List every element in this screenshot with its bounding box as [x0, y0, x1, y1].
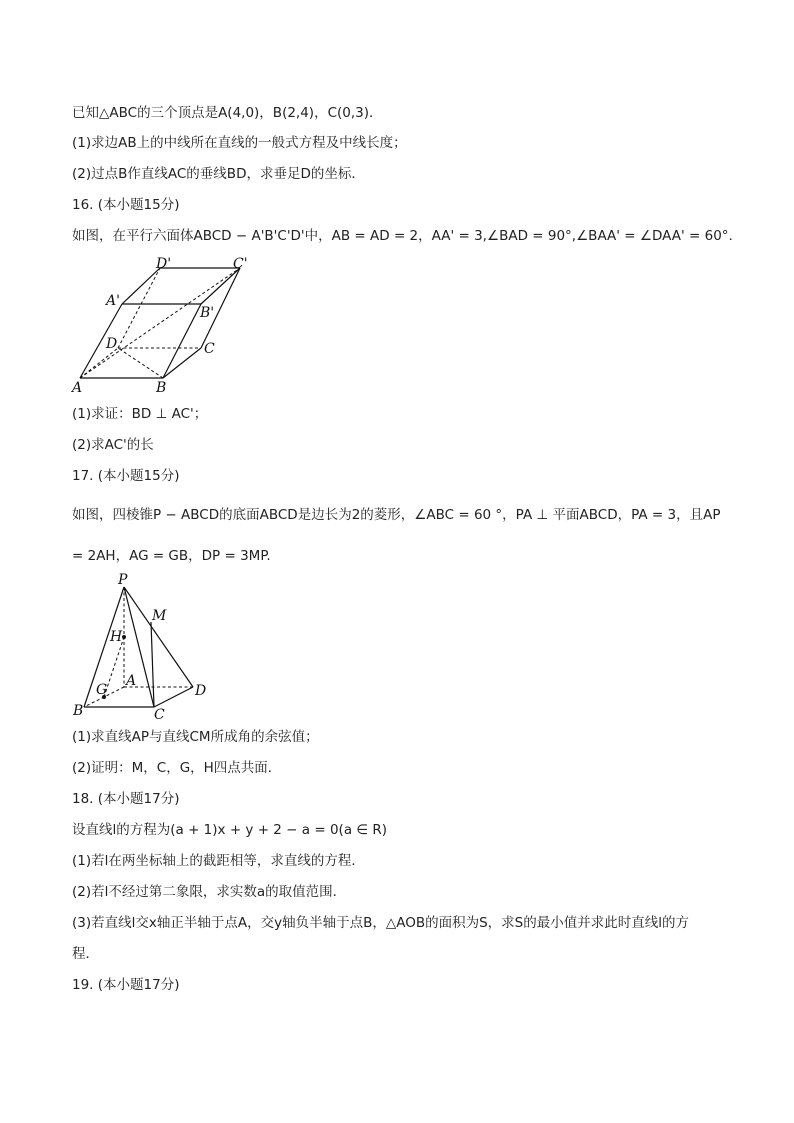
pyramid-figure [70, 572, 220, 722]
edge-CD [154, 687, 193, 707]
problem15-part2: (2)过点B作直线AC的垂线BD，求垂足D的坐标． [72, 166, 365, 182]
problem19-header: 19. (本小题17分) [72, 977, 180, 993]
problem18-part3-cont: 程． [72, 946, 99, 962]
label-D1: D' [156, 256, 172, 272]
label-G: G [96, 682, 108, 698]
label-P: P [118, 572, 128, 588]
label-A: A [72, 380, 83, 396]
problem18-statement: 设直线l的方程为(a + 1)x + y + 2 − a = 0(a ∈ R) [72, 822, 388, 838]
problem17-header: 17. (本小题15分) [72, 468, 180, 484]
label-H: H [110, 629, 123, 645]
label-A: A [126, 673, 137, 689]
segment-CM [151, 622, 154, 707]
edge-PC [124, 587, 154, 707]
problem17-statement-cont: = 2AH，AG = GB，DP = 3MP. [72, 548, 271, 564]
label-B1: B' [200, 305, 215, 321]
problem16-part1: (1)求证：BD ⊥ AC'； [72, 406, 208, 422]
problem15-part1: (1)求边AB上的中线所在直线的一般式方程及中线长度； [72, 135, 407, 151]
problem16-header: 16. (本小题15分) [72, 197, 180, 213]
problem17-part1: (1)求直线AP与直线CM所成角的余弦值； [72, 729, 319, 745]
edge-PD [124, 587, 193, 687]
problem18-part2: (2)若l不经过第二象限，求实数a的取值范围． [72, 884, 347, 900]
problem16-statement: 如图，在平行六面体ABCD − A'B'C'D'中，AB = AD = 2，AA' = 3,∠BAD = 90°,∠BAA' = ∠DAA' = 60°. [72, 228, 733, 244]
label-A1: A' [106, 293, 120, 309]
label-C: C [204, 341, 215, 357]
problem16-part2: (2)求AC'的长 [72, 437, 154, 453]
label-D: D [106, 336, 118, 352]
diagonal-BD [118, 348, 163, 378]
label-C: C [154, 707, 165, 722]
label-C1: C' [233, 256, 248, 272]
parallelepiped-figure [70, 254, 260, 399]
diagonal-AC1 [80, 268, 240, 378]
edge-DD1 [118, 268, 160, 348]
problem15-statement: 已知△ABC的三个顶点是A(4,0)，B(2,4)，C(0,3)． [72, 105, 383, 121]
edge-BC [163, 348, 201, 378]
edge-BB1 [163, 304, 201, 378]
label-M: M [152, 608, 167, 624]
problem17-part2: (2)证明：M，C，G，H四点共面． [72, 760, 282, 776]
label-B: B [73, 703, 84, 719]
problem18-part3: (3)若直线l交x轴正半轴于点A，交y轴负半轴于点B，△AOB的面积为S，求S的最小值并求此时直线l的方 [72, 915, 690, 931]
edge-A1D1 [122, 268, 160, 304]
label-D: D [195, 683, 207, 699]
point-H [122, 635, 126, 639]
problem18-part1: (1)若l在两坐标轴上的截距相等，求直线的方程． [72, 853, 365, 869]
edge-B1C1 [201, 268, 240, 304]
label-B: B [156, 380, 167, 396]
problem18-header: 18. (本小题17分) [72, 791, 180, 807]
problem17-statement: 如图，四棱锥P − ABCD的底面ABCD是边长为2的菱形，∠ABC = 60 °，PA ⊥ 平面ABCD，PA = 3，且AP [72, 507, 721, 523]
